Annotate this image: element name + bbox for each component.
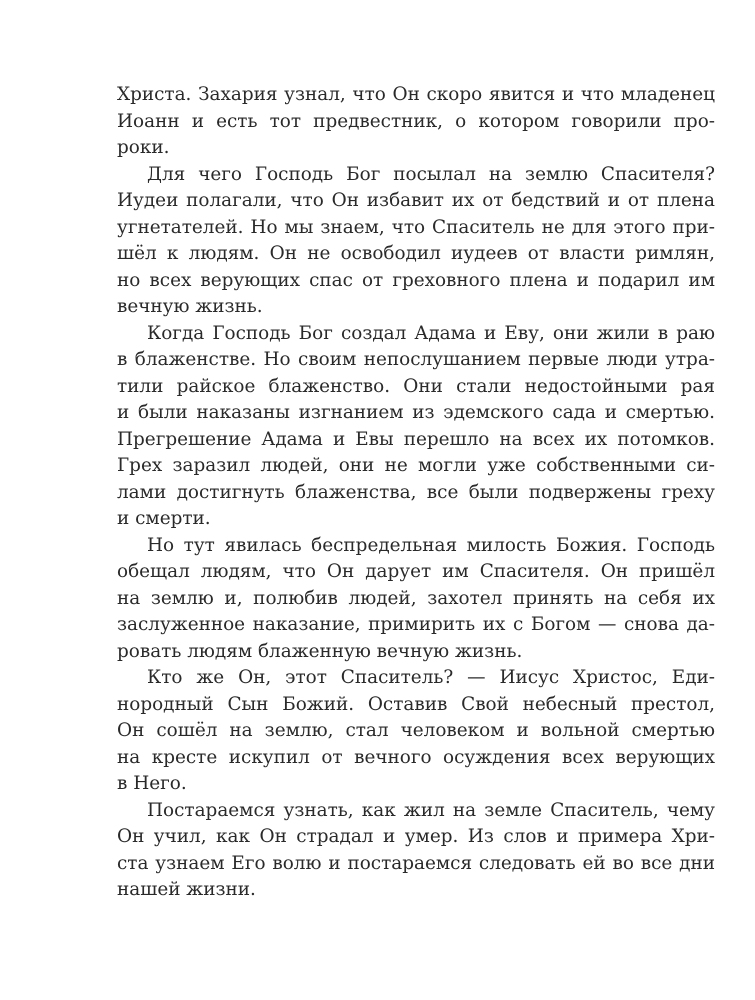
text-line: и смерти.: [117, 508, 211, 529]
text-line: Но тут явилась беспредельная милость Божия. Господь: [147, 534, 715, 556]
text-line: Кто же Он, этот Спаситель? — Иисус Христос, Еди-: [147, 667, 715, 688]
text-line: на землю и, полюбив людей, захотел принять на себя их: [117, 587, 715, 609]
text-line: в Него.: [117, 773, 187, 794]
text-line: ровать людям блаженную вечную жизнь.: [117, 640, 523, 662]
text-line: Для чего Господь Бог посылал на землю Спасителя?: [147, 163, 715, 185]
paragraph: [117, 665, 715, 798]
paragraph: [117, 162, 715, 321]
text-line: Грех заразил людей, они не могли уже собственными си-: [117, 455, 715, 476]
text-line: в блаженстве. Но своим непослушанием первые люди утра-: [117, 349, 715, 370]
text-line: нородный Сын Божий. Оставив Свой небесный престол,: [117, 693, 715, 715]
text-line: угнетателей. Но мы знаем, что Спаситель не для этого при-: [117, 216, 715, 238]
paragraph: [117, 321, 715, 533]
text-line: Прегрешение Адама и Евы перешло на всех их потомков.: [117, 428, 715, 450]
text-line: и были наказаны изгнанием из эдемского сада и смертью.: [117, 402, 715, 423]
text-line: обещал людям, что Он дарует им Спасителя. Он пришёл: [117, 561, 715, 582]
text-line: Иоанн и есть тот предвестник, о котором говорили про-: [117, 110, 715, 132]
text-line: нашей жизни.: [117, 879, 256, 900]
paragraph: [117, 533, 715, 666]
text-line: Иудеи полагали, что Он избавит их от бедствий и от плена: [117, 190, 715, 211]
text-line: Постараемся узнать, как жил на земле Спаситель, чему: [147, 799, 715, 821]
text-line: на кресте искупил от вечного осуждения всех верующих: [117, 746, 715, 768]
text-line: Христа. Захария узнал, что Он скоро явится и что младенец: [117, 84, 715, 105]
text-line: ста узнаем Его волю и постараемся следовать ей во все дни: [117, 852, 715, 874]
text-line: лами достигнуть блаженства, все были подвержены греху: [117, 481, 715, 503]
text-line: заслуженное наказание, примирить их с Богом — снова да-: [117, 614, 715, 635]
text-line: шёл к людям. Он не освободил иудеев от власти римлян,: [117, 243, 715, 264]
paragraph: [117, 82, 715, 162]
text-line: но всех верующих спас от греховного плена и подарил им: [117, 269, 715, 291]
text-line: тили райское блаженство. Они стали недостойными рая: [117, 375, 715, 397]
text-line: вечную жизнь.: [117, 296, 263, 317]
paragraph: [117, 798, 715, 904]
text-line: Он сошёл на землю, стал человеком и вольной смертью: [117, 720, 715, 741]
text-line: Когда Господь Бог создал Адама и Еву, они жили в раю: [147, 322, 715, 344]
body-text: [117, 82, 715, 904]
text-line: Он учил, как Он страдал и умер. Из слов и примера Хри-: [117, 826, 715, 847]
text-line: роки.: [117, 137, 170, 158]
